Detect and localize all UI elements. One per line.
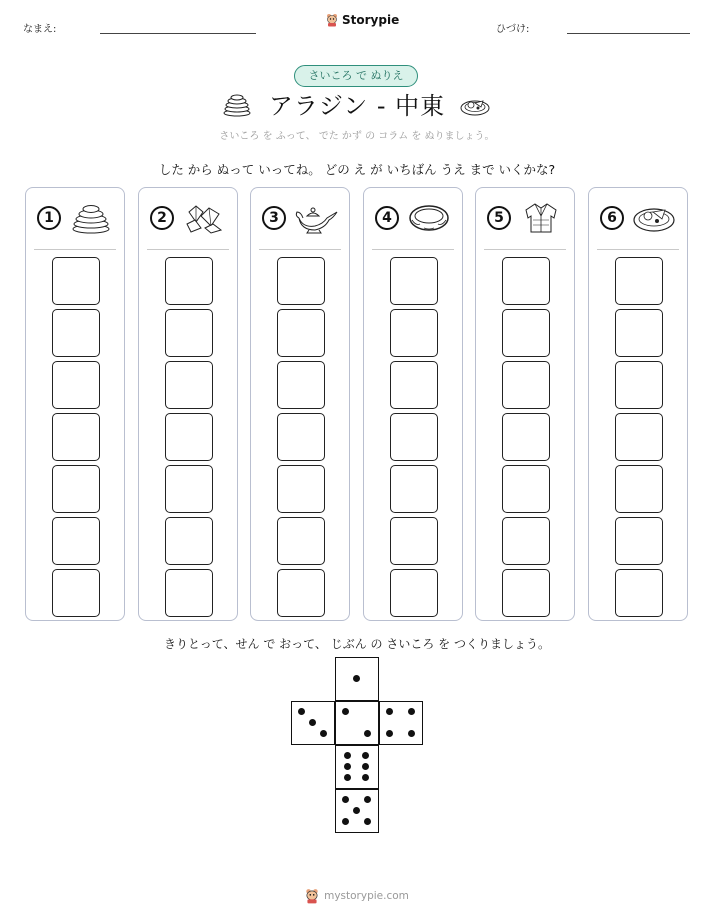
- die-pip: [342, 796, 349, 803]
- coins-icon: [68, 202, 114, 234]
- column-1: [25, 187, 125, 621]
- die-pip: [344, 763, 351, 770]
- page-subtitle: さいころ を ふって、 でた かず の コラム を ぬりましょう。: [219, 131, 495, 142]
- die-face-2: [335, 701, 379, 745]
- color-box[interactable]: [165, 257, 213, 305]
- color-box[interactable]: [502, 413, 550, 461]
- column-divider: [484, 249, 566, 250]
- column-number: 5: [487, 206, 511, 230]
- die-pip: [364, 818, 371, 825]
- die-pip: [362, 763, 369, 770]
- bracelet-icon: [406, 202, 452, 234]
- column-divider: [597, 249, 679, 250]
- die-pip: [309, 719, 316, 726]
- die-face-3: [291, 701, 335, 745]
- die-pip: [353, 807, 360, 814]
- die-face-6: [335, 745, 379, 789]
- color-box[interactable]: [502, 465, 550, 513]
- footer: [0, 888, 714, 904]
- color-box[interactable]: [390, 569, 438, 617]
- color-box[interactable]: [165, 361, 213, 409]
- color-box[interactable]: [390, 257, 438, 305]
- color-box[interactable]: [390, 465, 438, 513]
- die-pip: [364, 796, 371, 803]
- magic-lamp-icon: [293, 202, 339, 234]
- column-number: 6: [600, 206, 624, 230]
- column-4: [363, 187, 463, 621]
- die-pip: [364, 730, 371, 737]
- die-pip: [408, 730, 415, 737]
- name-label: なまえ:: [23, 24, 57, 35]
- color-box[interactable]: [52, 257, 100, 305]
- color-box[interactable]: [615, 257, 663, 305]
- color-box[interactable]: [615, 309, 663, 357]
- die-pip: [342, 818, 349, 825]
- color-box[interactable]: [165, 309, 213, 357]
- date-label: ひづけ:: [496, 24, 530, 35]
- name-line: [100, 33, 256, 34]
- die-face-1: [335, 657, 379, 701]
- color-box[interactable]: [615, 361, 663, 409]
- column-divider: [372, 249, 454, 250]
- die-pip: [344, 774, 351, 781]
- color-box[interactable]: [502, 517, 550, 565]
- color-box[interactable]: [502, 309, 550, 357]
- die-pip: [386, 730, 393, 737]
- food-plate-icon: [459, 95, 491, 117]
- die-pip: [408, 708, 415, 715]
- color-box[interactable]: [165, 517, 213, 565]
- brand-name: Storypie: [342, 13, 400, 27]
- color-box[interactable]: [390, 309, 438, 357]
- color-box[interactable]: [502, 361, 550, 409]
- column-5: [475, 187, 575, 621]
- die-pip: [353, 675, 360, 682]
- die-pip: [320, 730, 327, 737]
- column-number: 4: [375, 206, 399, 230]
- color-box[interactable]: [165, 569, 213, 617]
- die-pip: [386, 708, 393, 715]
- color-box[interactable]: [615, 465, 663, 513]
- column-3: [250, 187, 350, 621]
- color-box[interactable]: [502, 257, 550, 305]
- color-box[interactable]: [277, 257, 325, 305]
- column-divider: [259, 249, 341, 250]
- color-box[interactable]: [52, 361, 100, 409]
- cut-instruction: きりとって、せん で おって、 じぶん の さいころ を つくりましょう。: [164, 637, 550, 651]
- gems-icon: [181, 202, 227, 234]
- color-box[interactable]: [277, 465, 325, 513]
- activity-badge: さいころ で ぬりえ: [294, 65, 418, 87]
- column-2: [138, 187, 238, 621]
- die-face-4: [379, 701, 423, 745]
- color-box[interactable]: [165, 465, 213, 513]
- color-box[interactable]: [502, 569, 550, 617]
- color-box[interactable]: [615, 517, 663, 565]
- color-box[interactable]: [277, 413, 325, 461]
- column-number: 3: [262, 206, 286, 230]
- column-6: [588, 187, 688, 621]
- color-box[interactable]: [52, 569, 100, 617]
- food-plate-icon: [631, 202, 677, 234]
- storypie-mascot-icon: [326, 13, 338, 27]
- instruction-text: した から ぬって いってね。 どの え が いちばん うえ まで いくかな?: [158, 162, 556, 177]
- date-line: [567, 33, 690, 34]
- color-box[interactable]: [277, 569, 325, 617]
- column-number: 2: [150, 206, 174, 230]
- die-pip: [342, 708, 349, 715]
- robe-icon: [518, 202, 564, 234]
- page-title: アラジン - 中東: [268, 92, 446, 120]
- footer-url: mystorypie.com: [324, 890, 409, 902]
- color-box[interactable]: [615, 569, 663, 617]
- color-box[interactable]: [615, 413, 663, 461]
- column-number: 1: [37, 206, 61, 230]
- color-box[interactable]: [390, 361, 438, 409]
- die-pip: [362, 752, 369, 759]
- color-box[interactable]: [277, 517, 325, 565]
- color-box[interactable]: [277, 361, 325, 409]
- die-face-5: [335, 789, 379, 833]
- die-pip: [298, 708, 305, 715]
- color-box[interactable]: [52, 517, 100, 565]
- column-divider: [147, 249, 229, 250]
- column-divider: [34, 249, 116, 250]
- brand-logo: [326, 13, 399, 27]
- color-box[interactable]: [52, 309, 100, 357]
- die-pip: [362, 774, 369, 781]
- die-pip: [344, 752, 351, 759]
- color-box[interactable]: [277, 309, 325, 357]
- color-box[interactable]: [165, 413, 213, 461]
- color-box[interactable]: [390, 517, 438, 565]
- storypie-mascot-icon: [305, 888, 319, 904]
- color-box[interactable]: [390, 413, 438, 461]
- color-box[interactable]: [52, 465, 100, 513]
- color-box[interactable]: [52, 413, 100, 461]
